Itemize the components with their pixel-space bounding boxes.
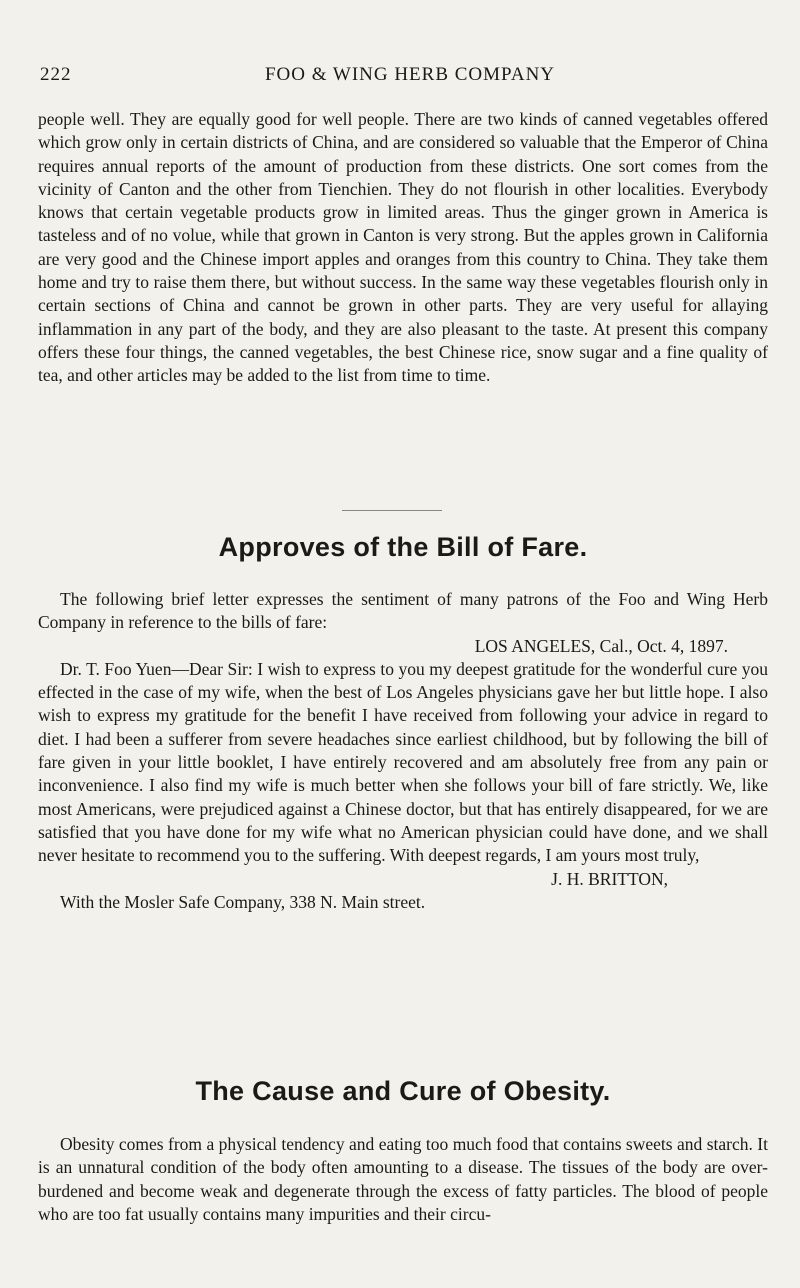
- section-divider-rule: [342, 510, 442, 511]
- running-title: FOO & WING HERB COMPANY: [264, 64, 556, 85]
- letter-dateline: LOS ANGELES, Cal., Oct. 4, 1897.: [474, 635, 728, 656]
- section-heading-bill-of-fare: Approves of the Bill of Fare.: [218, 532, 588, 562]
- intro-paragraph: people well. They are equally good for well people. There are two kinds of canned vegetables offered which grow only in certain districts of China, and are considered so valuable that the Emperor of China requires annual reports of the amount of production from these districts. One sort comes from the vicinity of Canton and the other from Tienchien. They do not flourish in other localities. Everybody knows that certain vegetable products grow in limited areas. Thus the ginger grown in America is tasteless and of no volue, while that grown in Canton is very strong. But the apples grown in California are very good and the Chinese import apples and oranges from this country to China. They take them home and try to raise them there, but without success. In the same way these vegetables flourish only in certain sections of China and cannot be grown in other parts. They are very useful for allaying inflammation in any part of the body, and they are also pleasant to the taste. At present this company offers these four things, the canned vegetables, the best Chinese rice, snow sugar and a fine quality of tea, and other articles may be added to the list from time to time.: [38, 109, 768, 386]
- section-heading-obesity: The Cause and Cure of Obesity.: [195, 1076, 611, 1106]
- obesity-paragraph: Obesity comes from a physical tendency and eating too much food that contains sweets and starch. It is an unnatural condition of the body often amounting to a disease. The tissues of the body are over-burdened and become weak and degenerate through the excess of fatty particles. The blood of people who are too fat usually contains many impurities and their circu-: [38, 1134, 768, 1224]
- letter-signature: J. H. BRITTON,: [551, 868, 668, 889]
- page-number: 222: [40, 64, 72, 85]
- intro-text-block: [38, 108, 768, 388]
- letter-intro-paragraph: The following brief letter expresses the sentiment of many patrons of the Foo and Wing Herb Company in reference to the bills of fare:: [38, 589, 768, 633]
- running-head: [40, 64, 800, 90]
- obesity-text-block: [38, 1133, 768, 1226]
- letter-text-block: [38, 588, 768, 914]
- letter-body-paragraph: Dr. T. Foo Yuen—Dear Sir: I wish to express to you my deepest gratitude for the wonderful cure you effected in the case of my wife, when the best of Los Angeles physicians gave her but little hope. I also wish to express my gratitude for the benefit I have received from following your advice in regard to diet. I had been a sufferer from severe headaches since earliest childhood, but by following the bill of fare given in your little booklet, I have entirely recovered and am absolutely free from any pain or inconvenience. I also find my wife is much better when she follows your bill of fare strictly. We, like most Americans, were prejudiced against a Chinese doctor, but that has entirely disappeared, for we are satisfied that you have done for my wife what no American physician could have done, and we shall never hesitate to recommend you to the suffering. With deepest regards, I am yours most truly,: [38, 658, 768, 866]
- letter-affiliation: With the Mosler Safe Company, 338 N. Main street.: [60, 891, 426, 912]
